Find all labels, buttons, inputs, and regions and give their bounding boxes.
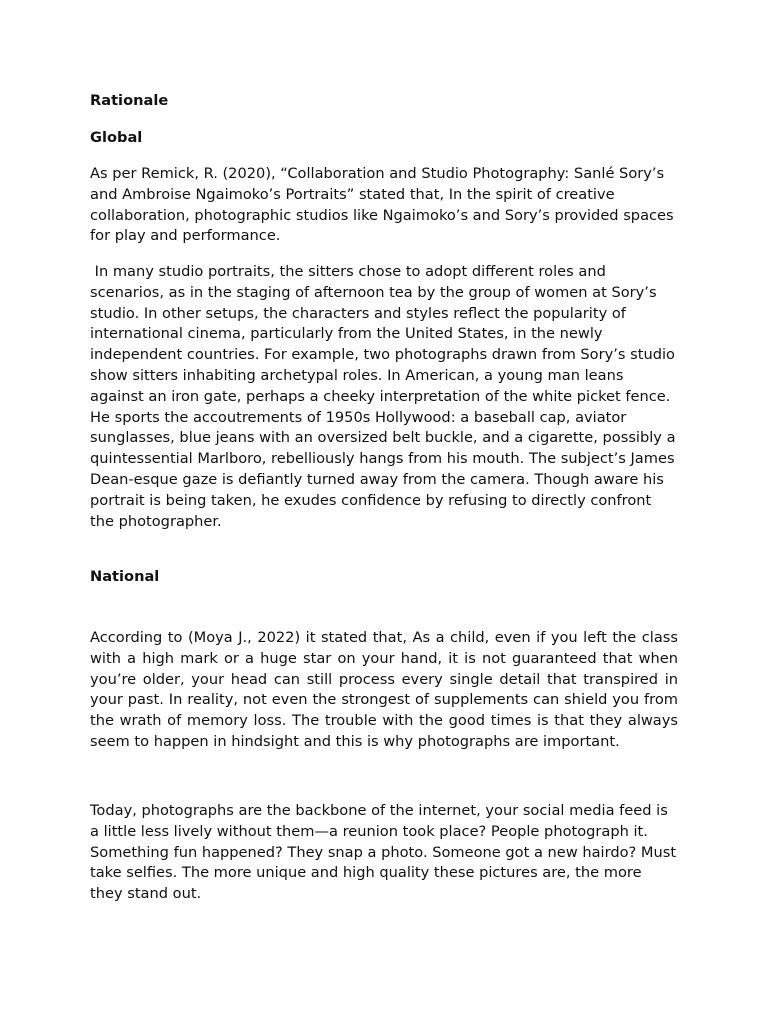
heading-national: National: [90, 568, 160, 585]
global-paragraph-2: In many studio portraits, the sitters chose to adopt different roles and scenarios, as in the staging of afternoon tea by the group of women at Sory’s studio. In other setups, the characters and styles reflect the popularity of international cinema, particularly from the United States, in the newly independent countries. For example, two photographs drawn from Sory’s studio show sitters inhabiting archetypal roles. In American, a young man leans against an iron gate, perhaps a cheeky interpretation of the white picket fence. He sports the accoutrements of 1950s Hollywood: a baseball cap, aviator sunglasses, blue jeans with an oversized belt buckle, and a cigarette, possibly a quintessential Marlboro, rebelliously hangs from his mouth. The subject’s James Dean-esque gaze is defiantly turned away from the camera. Though aware his portrait is being taken, he exudes confidence by refusing to directly confront the photographer.: [90, 263, 681, 530]
national-paragraph-2: Today, photographs are the backbone of the internet, your social media feed is a little less lively without them—a reunion took place? People photograph it. Something fun happened? They snap a photo. Someone got a new hairdo? Must take selfies. The more unique and high quality these pictures are, the more they stand out.: [90, 802, 677, 903]
global-paragraph-1: As per Remick, R. (2020), “Collaboration and Studio Photography: Sanlé Sory’s and Ambroise Ngaimoko’s Portraits” stated that, In the spirit of creative collaboration, photographic studios like Ngaimoko’s and Sory’s provided spaces for play and performance.: [90, 165, 674, 245]
heading-global: Global: [90, 129, 143, 146]
national-paragraph-1: According to (Moya J., 2022) it stated that, As a child, even if you left the class with a high mark or a huge star on your hand, it is not guaranteed that when you’re older, your head can still process every single detail that transpired in your past. In reality, not even the strongest of supplements can shield you from the wrath of memory loss. The trouble with the good times is that they always seem to happen in hindsight and this is why photographs are important.: [90, 629, 678, 750]
heading-rationale: Rationale: [90, 92, 169, 109]
